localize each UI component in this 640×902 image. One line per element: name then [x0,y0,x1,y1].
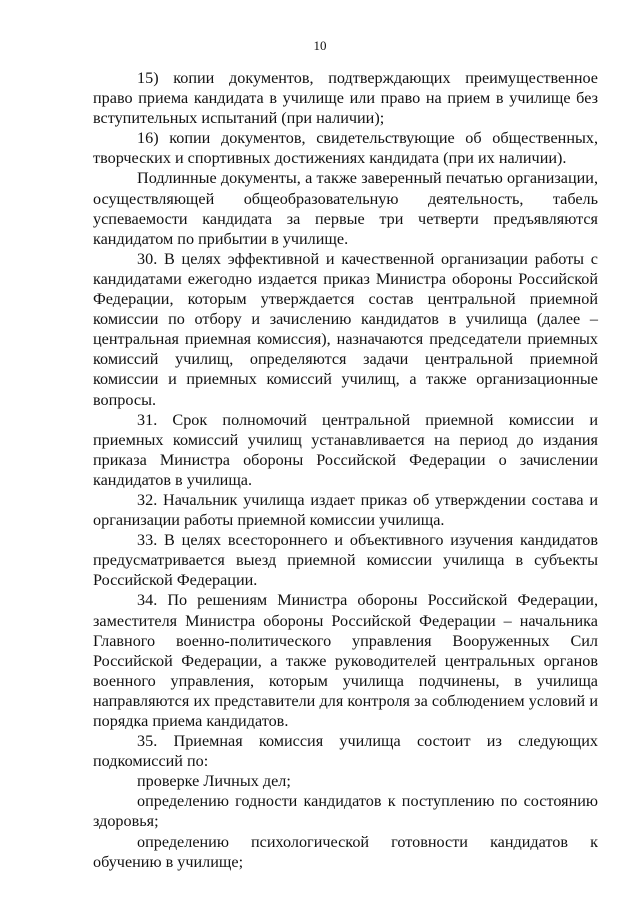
document-body [93,68,598,872]
paragraph-original-documents: Подлинные документы, а также заверенный печатью организации, осуществляющей общеобразовательную деятельность, табель успеваемости кандидата за первые три четверти предъявляются кандидатом по прибытии в училище. [93,169,598,248]
paragraph-item-15: 15) копии документов, подтверждающих преимущественное право приема кандидата в училище или право на прием в училище без вступительных испытаний (при наличии); [93,69,598,128]
paragraph-35: 35. Приемная комиссия училища состоит из следующих подкомиссий по: [93,732,598,771]
paragraph-32: 32. Начальник училища издает приказ об утверждении состава и организации работы приемной комиссии училища. [93,490,598,530]
page-number: 10 [313,38,327,53]
paragraph-33: 33. В целях всестороннего и объективного изучения кандидатов предусматривается выезд приемной комиссии училища в субъекты Российской Федерации. [93,531,598,590]
list-item-health-fitness: определению годности кандидатов к поступлению по состоянию здоровья; [93,792,598,831]
paragraph-34: 34. По решениям Министра обороны Российской Федерации, заместителя Министра обороны Российской Федерации – начальника Главного военно-политического управления Вооруженных Сил Российской Федерации, а также руководителей центральных органов военного управления, которым училища подчинены, в училища направляются их представители для контроля за соблюдением условий и порядка приема кандидатов. [93,591,598,730]
paragraph-31: 31. Срок полномочий центральной приемной комиссии и приемных комиссий училищ устанавливается на период до издания приказа Министра обороны Российской Федерации о зачислении кандидатов в училища. [93,410,598,489]
list-item-personal-files: проверке Личных дел; [137,772,291,791]
paragraph-30: 30. В целях эффективной и качественной организации работы с кандидатами ежегодно издается приказ Министра обороны Российской Федерации, которым утверждается состав центральной приемной комиссии по отбору и зачислению кандидатов в училища (далее – центральная приемная комиссия), назначаются председатели приемных комиссий училищ, определяются задачи центральной приемной комиссии и приемных комиссий училищ, а также организационные вопросы. [93,249,598,409]
list-item-psychological-readiness: определению психологической готовности кандидатов к обучению в училище; [93,832,598,871]
paragraph-item-16: 16) копии документов, свидетельствующие об общественных, творческих и спортивных достижениях кандидата (при их наличии). [93,129,598,168]
